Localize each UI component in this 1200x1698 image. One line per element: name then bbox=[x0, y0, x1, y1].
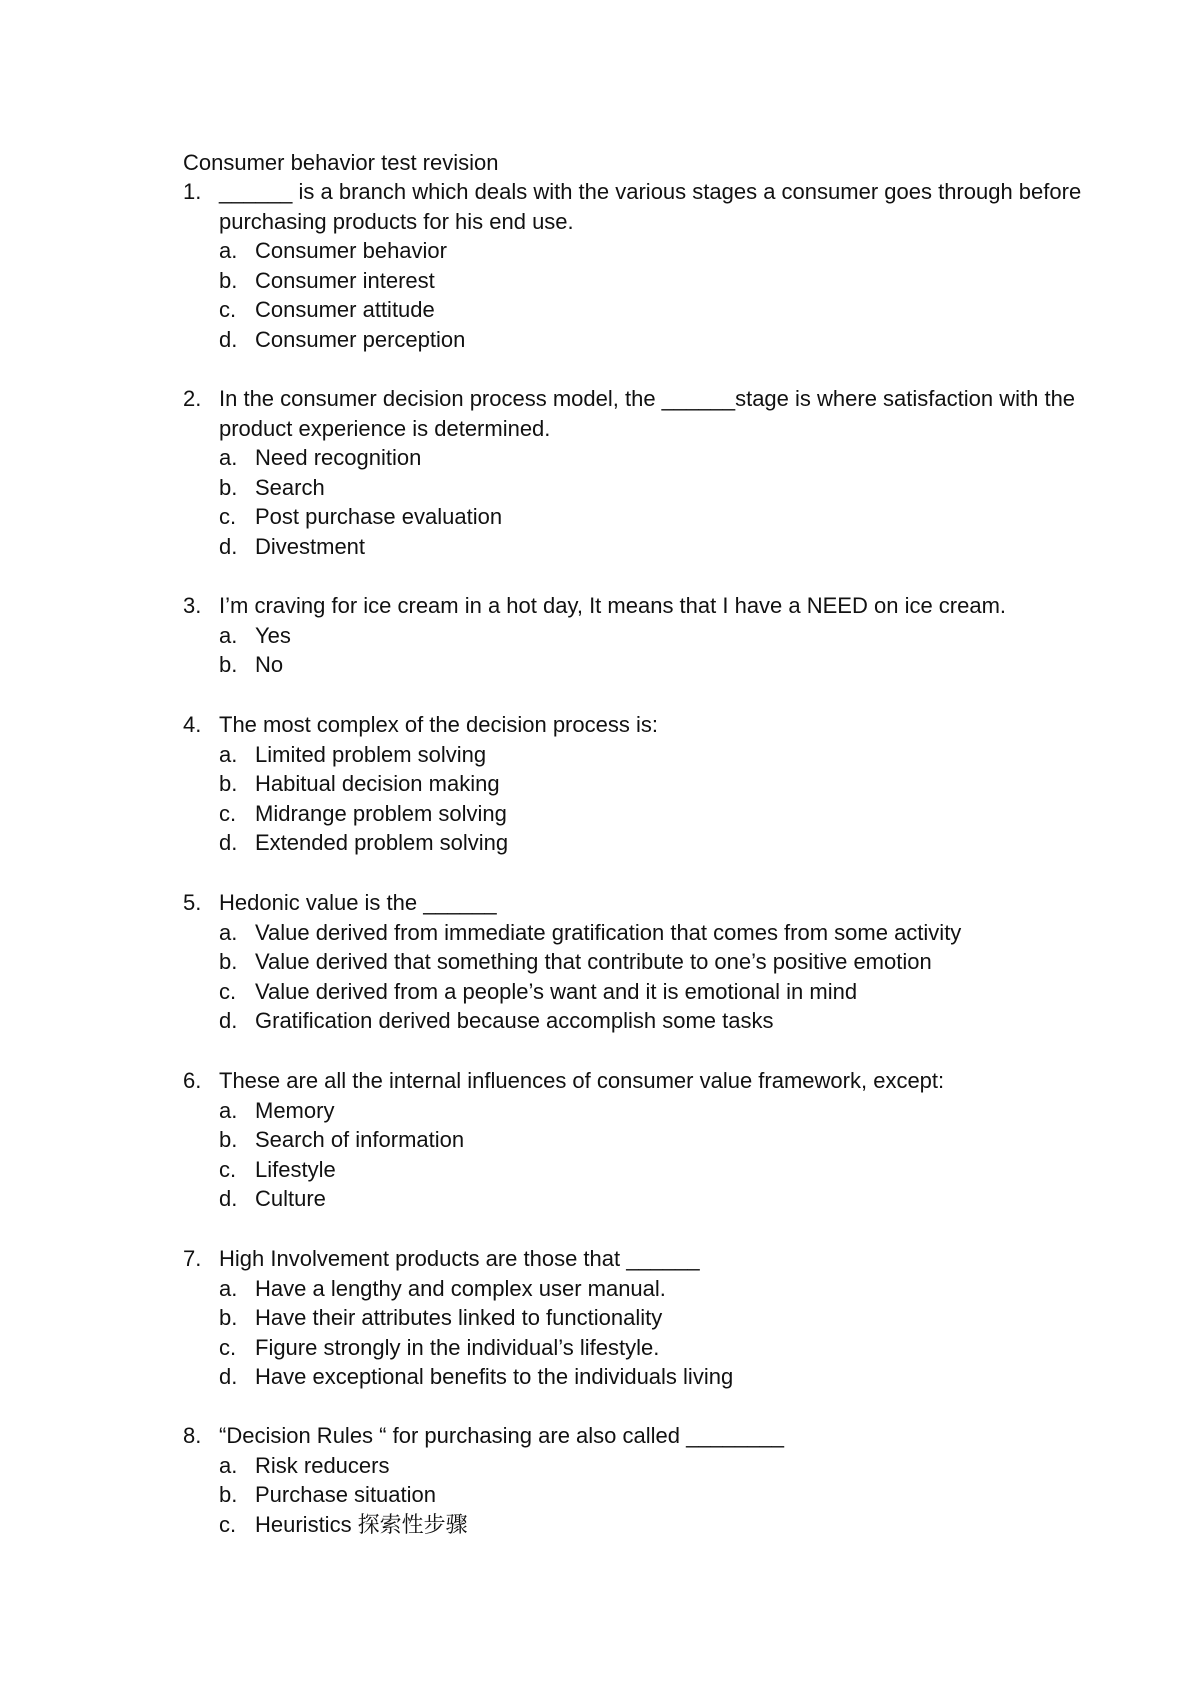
question-text: ______ is a branch which deals with the various stages a consumer goes through before purchasing products for his end use. bbox=[219, 179, 1082, 234]
option-text: Lifestyle bbox=[255, 1156, 336, 1182]
answer-option bbox=[183, 325, 1083, 355]
question-stem bbox=[183, 177, 1083, 236]
question-number: 1. bbox=[183, 179, 202, 204]
question-text: Hedonic value is the ______ bbox=[219, 890, 497, 915]
answer-option bbox=[183, 1096, 1083, 1126]
option-letter: c. bbox=[219, 800, 237, 826]
option-letter: c. bbox=[219, 1156, 237, 1182]
answer-option bbox=[183, 1184, 1083, 1214]
answer-option bbox=[183, 502, 1083, 532]
option-text: Need recognition bbox=[255, 445, 422, 471]
option-text: Value derived from a people’s want and it is emotional in mind bbox=[255, 978, 858, 1004]
question-1 bbox=[183, 177, 1083, 355]
option-letter: a. bbox=[219, 919, 238, 945]
option-letter: b. bbox=[219, 949, 238, 975]
answer-option bbox=[183, 947, 1083, 977]
option-letter: d. bbox=[219, 326, 238, 352]
question-number: 4. bbox=[183, 712, 202, 737]
option-letter: c. bbox=[219, 1334, 237, 1360]
option-letter: b. bbox=[219, 1482, 238, 1508]
answer-option bbox=[183, 1451, 1083, 1481]
option-text: Purchase situation bbox=[255, 1482, 436, 1508]
question-2 bbox=[183, 384, 1083, 562]
question-number: 5. bbox=[183, 890, 202, 915]
question-number: 6. bbox=[183, 1068, 202, 1093]
option-letter: a. bbox=[219, 741, 238, 767]
option-letter: a. bbox=[219, 1097, 238, 1123]
option-letter: a. bbox=[219, 622, 238, 648]
question-number: 3. bbox=[183, 593, 202, 618]
option-letter: d. bbox=[219, 533, 238, 559]
option-letter: c. bbox=[219, 978, 237, 1004]
document-title: Consumer behavior test revision bbox=[183, 150, 499, 175]
option-text: Gratification derived because accomplish some tasks bbox=[255, 1008, 774, 1034]
option-text: Have a lengthy and complex user manual. bbox=[255, 1275, 666, 1301]
option-letter: c. bbox=[219, 504, 237, 530]
answer-option bbox=[183, 977, 1083, 1007]
question-number: 8. bbox=[183, 1423, 202, 1448]
question-stem bbox=[183, 888, 1083, 918]
question-stem bbox=[183, 384, 1083, 443]
answer-option bbox=[183, 295, 1083, 325]
option-letter: d. bbox=[219, 830, 238, 856]
option-letter: a. bbox=[219, 445, 238, 471]
answer-option bbox=[183, 1362, 1083, 1392]
option-text: Have exceptional benefits to the individuals living bbox=[255, 1364, 734, 1390]
option-letter: c. bbox=[219, 1511, 237, 1537]
option-text: Search of information bbox=[255, 1127, 465, 1153]
option-letter: b. bbox=[219, 1305, 238, 1331]
answer-option bbox=[183, 1510, 1083, 1540]
option-text: Consumer attitude bbox=[255, 297, 435, 323]
question-text: The most complex of the decision process is: bbox=[219, 712, 658, 737]
option-text: Midrange problem solving bbox=[255, 800, 507, 826]
option-letter: b. bbox=[219, 652, 238, 678]
answer-option bbox=[183, 236, 1083, 266]
option-letter: b. bbox=[219, 267, 238, 293]
answer-option bbox=[183, 1333, 1083, 1363]
question-stem bbox=[183, 1421, 1083, 1451]
option-text: Search bbox=[255, 474, 325, 500]
option-letter: b. bbox=[219, 771, 238, 797]
answer-option bbox=[183, 532, 1083, 562]
question-6 bbox=[183, 1066, 1083, 1214]
option-letter: b. bbox=[219, 474, 238, 500]
question-number: 2. bbox=[183, 386, 202, 411]
answer-option bbox=[183, 473, 1083, 503]
answer-option bbox=[183, 740, 1083, 770]
option-text: Risk reducers bbox=[255, 1452, 390, 1478]
answer-option bbox=[183, 799, 1083, 829]
question-text: In the consumer decision process model, the ______stage is where satisfaction with the product experience is determined. bbox=[219, 386, 1076, 441]
option-text: Limited problem solving bbox=[255, 741, 487, 767]
option-letter: d. bbox=[219, 1008, 238, 1034]
answer-option bbox=[183, 1480, 1083, 1510]
option-text: Heuristics 探索性步骤 bbox=[255, 1511, 468, 1537]
answer-option bbox=[183, 828, 1083, 858]
option-text: Consumer behavior bbox=[255, 238, 447, 264]
option-text: Memory bbox=[255, 1097, 335, 1123]
option-text: Figure strongly in the individual’s lifestyle. bbox=[255, 1334, 660, 1360]
option-letter: a. bbox=[219, 238, 238, 264]
question-text: High Involvement products are those that ______ bbox=[219, 1246, 700, 1271]
question-3 bbox=[183, 591, 1083, 680]
question-stem bbox=[183, 710, 1083, 740]
option-letter: a. bbox=[219, 1452, 238, 1478]
option-text: Culture bbox=[255, 1186, 326, 1212]
option-text: Consumer perception bbox=[255, 326, 466, 352]
question-stem bbox=[183, 1066, 1083, 1096]
option-text: Yes bbox=[255, 622, 291, 648]
option-letter: a. bbox=[219, 1275, 238, 1301]
question-5 bbox=[183, 888, 1083, 1036]
answer-option bbox=[183, 769, 1083, 799]
answer-option bbox=[183, 621, 1083, 651]
question-text: I’m craving for ice cream in a hot day, It means that I have a NEED on ice cream. bbox=[219, 593, 1007, 618]
question-stem bbox=[183, 591, 1083, 621]
option-text: Divestment bbox=[255, 533, 366, 559]
question-text: These are all the internal influences of consumer value framework, except: bbox=[219, 1068, 945, 1093]
option-letter: d. bbox=[219, 1364, 238, 1390]
option-text: Value derived that something that contribute to one’s positive emotion bbox=[255, 949, 932, 975]
question-stem bbox=[183, 1244, 1083, 1274]
option-text: Value derived from immediate gratification that comes from some activity bbox=[255, 919, 962, 945]
option-letter: b. bbox=[219, 1127, 238, 1153]
option-text: No bbox=[255, 652, 284, 678]
option-text: Extended problem solving bbox=[255, 830, 509, 856]
answer-option bbox=[183, 266, 1083, 296]
question-number: 7. bbox=[183, 1246, 202, 1271]
question-8 bbox=[183, 1421, 1083, 1539]
option-letter: c. bbox=[219, 297, 237, 323]
answer-option bbox=[183, 1303, 1083, 1333]
option-text: Have their attributes linked to functionality bbox=[255, 1305, 663, 1331]
answer-option bbox=[183, 443, 1083, 473]
option-text: Post purchase evaluation bbox=[255, 504, 503, 530]
answer-option bbox=[183, 1125, 1083, 1155]
answer-option bbox=[183, 1274, 1083, 1304]
question-4 bbox=[183, 710, 1083, 858]
option-text: Consumer interest bbox=[255, 267, 435, 293]
answer-option bbox=[183, 918, 1083, 948]
option-text: Habitual decision making bbox=[255, 771, 500, 797]
answer-option bbox=[183, 1006, 1083, 1036]
question-text: “Decision Rules “ for purchasing are also called ________ bbox=[219, 1423, 784, 1448]
answer-option bbox=[183, 650, 1083, 680]
option-letter: d. bbox=[219, 1186, 238, 1212]
answer-option bbox=[183, 1155, 1083, 1185]
question-7 bbox=[183, 1244, 1083, 1392]
